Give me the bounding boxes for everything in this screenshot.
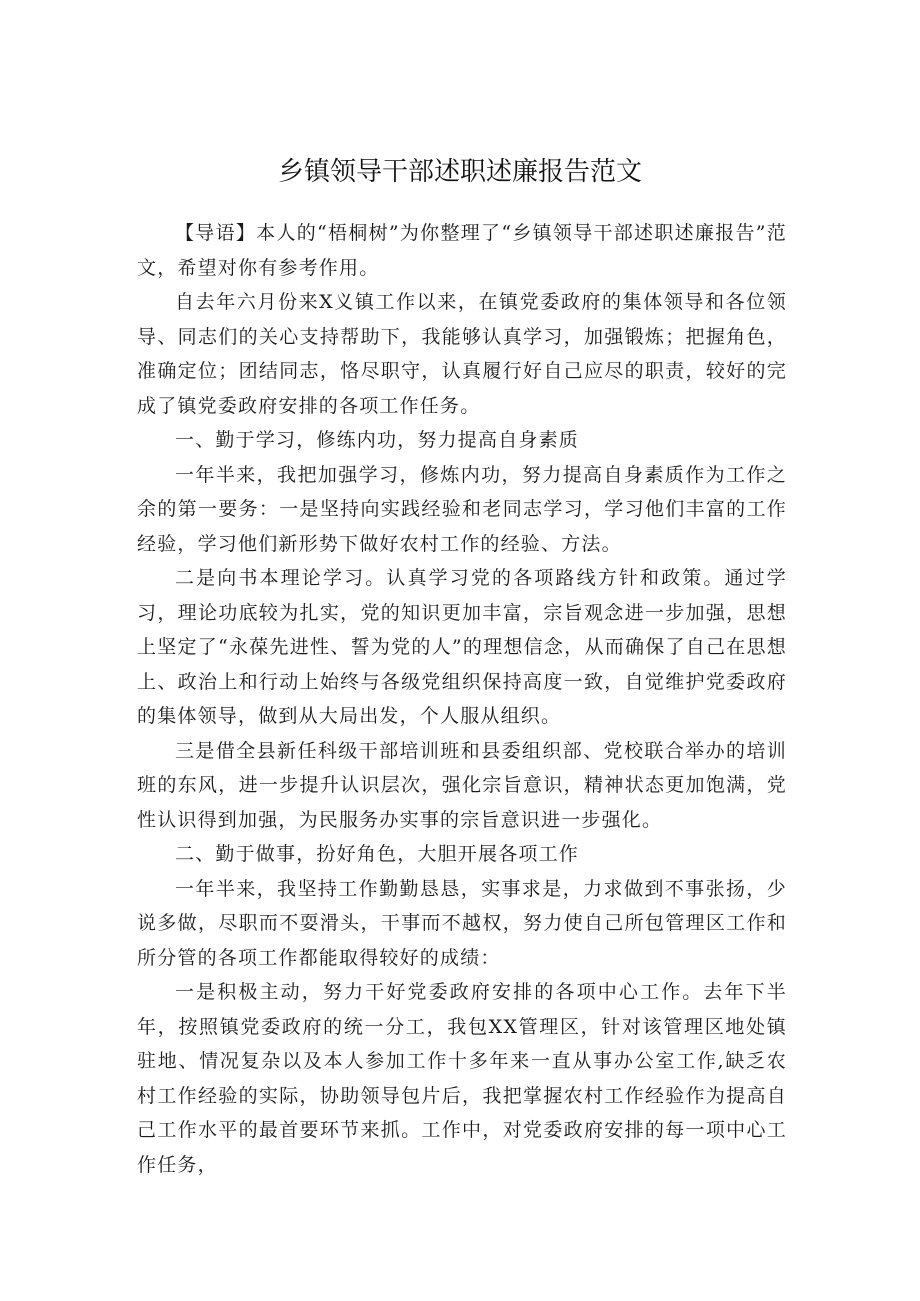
paragraph-opening: 自去年六月份来X义镇工作以来，在镇党委政府的集体领导和各位领导、同志们的关心支持帮助下，我能够认真学习，加强锻炼；把握角色，准确定位；团结同志，恪尽职守，认真履行好自己应尽的职责，较好的完成了镇党委政府安排的各项工作任务。 xyxy=(137,291,787,417)
paragraph-study-1: 一年半来，我把加强学习，修炼内功，努力提高自身素质作为工作之余的第一要务：一是坚持向实践经验和老同志学习，学习他们丰富的工作经验，学习他们新形势下做好农村工作的经验、方法。 xyxy=(137,463,787,555)
section-heading-2: 二、勤于做事，扮好角色，大胆开展各项工作 xyxy=(175,843,580,865)
paragraph-work-2: 一是积极主动，努力干好党委政府安排的各项中心工作。去年下半年，按照镇党委政府的统一分工，我包XX管理区，针对该管理区地处镇驻地、情况复杂以及本人参加工作十多年来一直从事办公室工作,缺乏农村工作经验的实际，协助领导包片后，我把掌握农村工作经验作为提高自己工作水平的最首要环节来抓。工作中，对党委政府安排的每一项中心工作任务， xyxy=(137,981,787,1176)
page-title: 乡镇领导干部述职述廉报告范文 xyxy=(277,157,642,187)
document-body xyxy=(137,216,787,1182)
intro-paragraph: 【导语】本人的“梧桐树”为你整理了“乡镇领导干部述职述廉报告”范文，希望对你有参考作用。 xyxy=(137,222,787,279)
paragraph-work-1: 一年半来，我坚持工作勤勤恳恳，实事求是，力求做到不事张扬，少说多做，尽职而不耍滑头，干事而不越权，努力使自己所包管理区工作和所分管的各项工作都能取得较好的成绩： xyxy=(137,877,787,969)
section-heading-1: 一、勤于学习，修练内功，努力提高自身素质 xyxy=(175,429,580,451)
paragraph-study-2: 二是向书本理论学习。认真学习党的各项路线方针和政策。通过学习，理论功底较为扎实，党的知识更加丰富，宗旨观念进一步加强，思想上坚定了“永葆先进性、誓为党的人”的理想信念，从而确保了自己在思想上、政治上和行动上始终与各级党组织保持高度一致，自觉维护党委政府的集体领导，做到从大局出发，个人服从组织。 xyxy=(137,567,787,727)
paragraph-study-3: 三是借全县新任科级干部培训班和县委组织部、党校联合举办的培训班的东风，进一步提升认识层次，强化宗旨意识，精神状态更加饱满，党性认识得到加强，为民服务办实事的宗旨意识进一步强化。 xyxy=(137,739,787,831)
